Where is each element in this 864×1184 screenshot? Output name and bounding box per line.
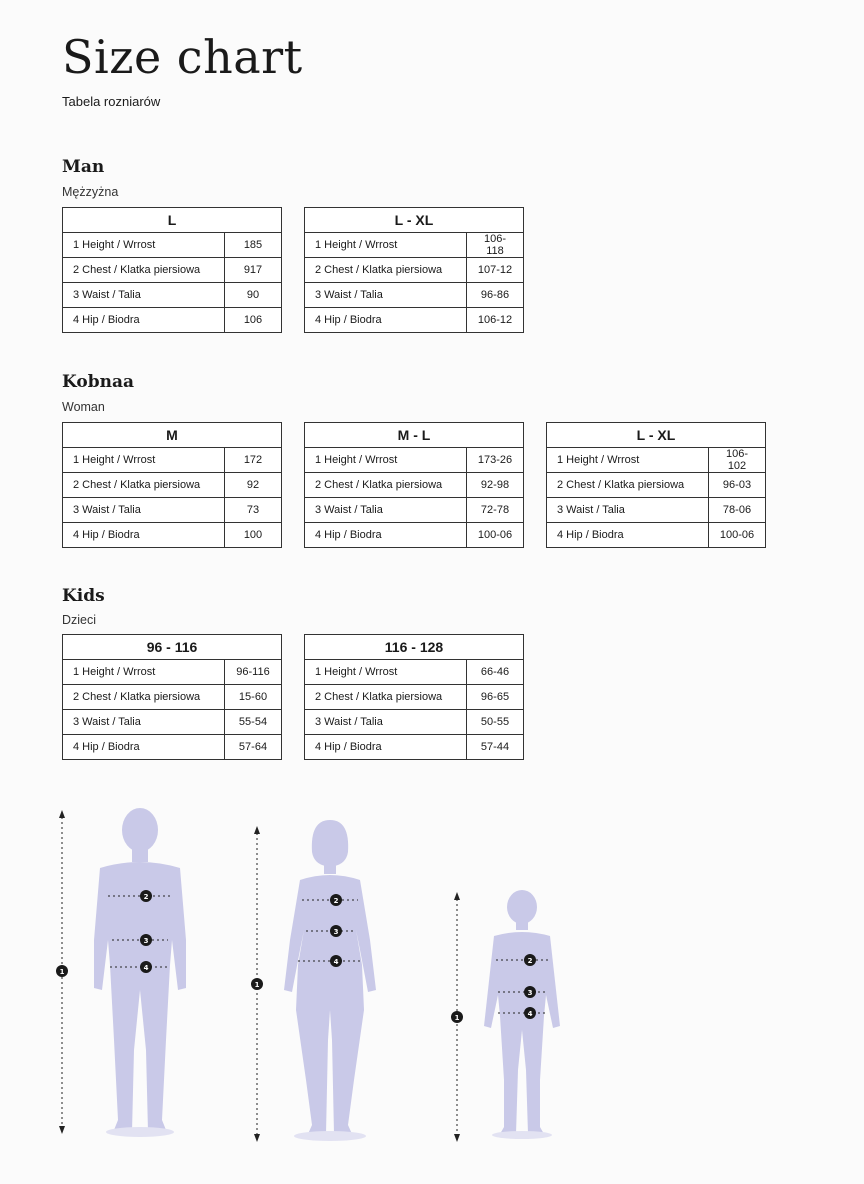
row-value: 96-86	[467, 283, 524, 308]
row-value: 96-116	[225, 660, 282, 685]
man-hip-marker	[140, 961, 152, 973]
man-waist-marker	[140, 934, 152, 946]
row-label: 2 Chest / Klatka piersiowa	[63, 473, 225, 498]
row-value: 96-03	[709, 473, 766, 498]
row-value: 73	[225, 498, 282, 523]
size-header: 96 - 116	[63, 635, 282, 660]
row-value: 106-12	[467, 308, 524, 333]
man-chest-marker	[140, 890, 152, 902]
row-value: 106	[225, 308, 282, 333]
svg-text:2: 2	[143, 893, 149, 901]
woman-hip-marker	[330, 955, 342, 967]
kid-hip-marker	[524, 1007, 536, 1019]
kid-figure	[484, 890, 560, 1139]
svg-text:2: 2	[527, 957, 533, 965]
row-value: 72-78	[467, 498, 524, 523]
woman-figure	[284, 820, 376, 1141]
row-label: 4 Hip / Biodra	[305, 735, 467, 760]
size-header: L - XL	[547, 423, 766, 448]
row-label: 1 Height / Wrrost	[305, 233, 467, 258]
section-title-woman: Kobnaa	[62, 372, 135, 392]
row-value: 50-55	[467, 710, 524, 735]
row-value: 100-06	[467, 523, 524, 548]
table-row	[63, 523, 282, 548]
kid-waist-marker	[524, 986, 536, 998]
row-label: 1 Height / Wrrost	[547, 448, 709, 473]
row-label: 2 Chest / Klatka piersiowa	[305, 685, 467, 710]
row-value: 917	[225, 258, 282, 283]
table-row	[305, 710, 524, 735]
row-value: 107-12	[467, 258, 524, 283]
row-label: 3 Waist / Talia	[63, 710, 225, 735]
svg-text:4: 4	[527, 1010, 533, 1018]
row-value: 55-54	[225, 710, 282, 735]
row-value: 106-102	[709, 448, 766, 473]
row-label: 4 Hip / Biodra	[63, 735, 225, 760]
svg-text:2: 2	[333, 897, 339, 905]
section-title-kids: Kids	[62, 586, 105, 606]
man-height-marker	[56, 965, 68, 977]
svg-text:4: 4	[143, 964, 149, 972]
size-header: M	[63, 423, 282, 448]
row-label: 3 Waist / Talia	[305, 498, 467, 523]
svg-text:3: 3	[333, 928, 339, 936]
size-table-woman-l-xl	[546, 422, 766, 548]
table-row	[305, 308, 524, 333]
table-row	[63, 258, 282, 283]
size-table-kids-116-128	[304, 634, 524, 760]
svg-text:1: 1	[254, 981, 260, 989]
size-header: L	[63, 208, 282, 233]
size-table-man-l	[62, 207, 282, 333]
row-label: 3 Waist / Talia	[63, 283, 225, 308]
table-row	[63, 448, 282, 473]
row-value: 90	[225, 283, 282, 308]
row-value: 106-118	[467, 233, 524, 258]
table-row	[63, 685, 282, 710]
table-row	[547, 498, 766, 523]
page-title: Size chart	[62, 30, 303, 84]
row-label: 2 Chest / Klatka piersiowa	[305, 258, 467, 283]
table-row	[305, 258, 524, 283]
row-label: 4 Hip / Biodra	[63, 308, 225, 333]
svg-text:3: 3	[143, 937, 149, 945]
table-row	[63, 660, 282, 685]
man-figure	[94, 808, 186, 1137]
table-row	[63, 233, 282, 258]
svg-text:4: 4	[333, 958, 339, 966]
woman-height-marker	[251, 978, 263, 990]
row-label: 2 Chest / Klatka piersiowa	[547, 473, 709, 498]
woman-waist-marker	[330, 925, 342, 937]
table-row	[547, 448, 766, 473]
table-row	[305, 233, 524, 258]
row-label: 2 Chest / Klatka piersiowa	[305, 473, 467, 498]
row-label: 1 Height / Wrrost	[305, 660, 467, 685]
table-row	[63, 283, 282, 308]
kid-chest-marker	[524, 954, 536, 966]
table-row	[305, 498, 524, 523]
row-label: 3 Waist / Talia	[63, 498, 225, 523]
row-label: 3 Waist / Talia	[547, 498, 709, 523]
section-title-man: Man	[62, 157, 105, 177]
row-value: 92	[225, 473, 282, 498]
row-label: 3 Waist / Talia	[305, 283, 467, 308]
table-row	[305, 685, 524, 710]
svg-text:3: 3	[527, 989, 533, 997]
table-row	[63, 308, 282, 333]
page-subtitle: Tabela rozniarów	[62, 94, 161, 109]
row-value: 173-26	[467, 448, 524, 473]
table-row	[305, 283, 524, 308]
size-table-woman-m-l	[304, 422, 524, 548]
table-row	[547, 523, 766, 548]
svg-text:1: 1	[454, 1014, 460, 1022]
svg-text:1: 1	[59, 968, 65, 976]
table-row	[305, 660, 524, 685]
table-row	[305, 473, 524, 498]
row-label: 1 Height / Wrrost	[63, 660, 225, 685]
size-table-kids-96-116	[62, 634, 282, 760]
row-value: 185	[225, 233, 282, 258]
table-row	[305, 735, 524, 760]
row-label: 4 Hip / Biodra	[63, 523, 225, 548]
row-label: 2 Chest / Klatka piersiowa	[63, 258, 225, 283]
section-subtitle-man: Mężzyżna	[62, 185, 119, 199]
row-label: 4 Hip / Biodra	[547, 523, 709, 548]
row-value: 96-65	[467, 685, 524, 710]
row-value: 100	[225, 523, 282, 548]
row-label: 1 Height / Wrrost	[305, 448, 467, 473]
size-table-woman-m	[62, 422, 282, 548]
size-table-man-l-xl	[304, 207, 524, 333]
table-row	[305, 523, 524, 548]
row-value: 57-64	[225, 735, 282, 760]
body-measurement-figures	[0, 790, 864, 1184]
row-value: 78-06	[709, 498, 766, 523]
section-subtitle-woman: Woman	[62, 400, 105, 414]
row-value: 66-46	[467, 660, 524, 685]
size-header: 116 - 128	[305, 635, 524, 660]
table-row	[63, 710, 282, 735]
table-row	[63, 735, 282, 760]
table-row	[63, 473, 282, 498]
row-label: 3 Waist / Talia	[305, 710, 467, 735]
kid-height-marker	[451, 1011, 463, 1023]
row-label: 4 Hip / Biodra	[305, 308, 467, 333]
table-row	[547, 473, 766, 498]
woman-chest-marker	[330, 894, 342, 906]
row-label: 1 Height / Wrrost	[63, 448, 225, 473]
row-value: 100-06	[709, 523, 766, 548]
size-header: M - L	[305, 423, 524, 448]
row-value: 172	[225, 448, 282, 473]
row-label: 4 Hip / Biodra	[305, 523, 467, 548]
table-row	[305, 448, 524, 473]
row-value: 57-44	[467, 735, 524, 760]
row-label: 1 Height / Wrrost	[63, 233, 225, 258]
size-header: L - XL	[305, 208, 524, 233]
row-label: 2 Chest / Klatka piersiowa	[63, 685, 225, 710]
row-value: 92-98	[467, 473, 524, 498]
row-value: 15-60	[225, 685, 282, 710]
table-row	[63, 498, 282, 523]
section-subtitle-kids: Dzieci	[62, 613, 97, 627]
